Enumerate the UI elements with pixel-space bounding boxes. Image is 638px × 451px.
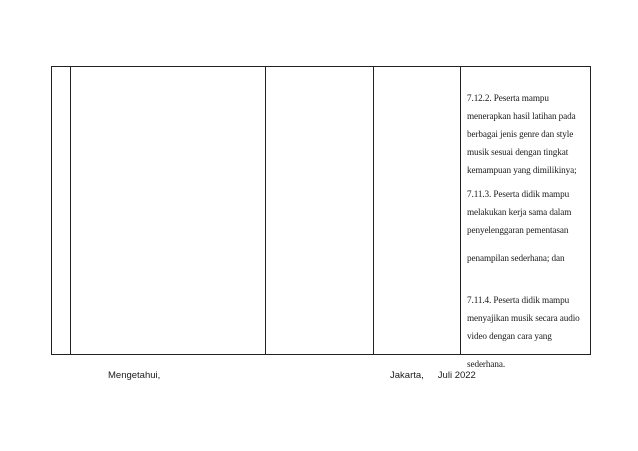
objective-7-12-2-line-4: musik sesuai dengan tingkat [467,147,569,157]
city-label: Jakarta, [390,370,424,381]
objective-7-11-3-line-4: penampilan sederhana; dan [467,253,565,263]
objective-7-12-2-line-3: berbagai jenis genre dan style [467,129,574,139]
objective-7-12-2-line-2: menerapkan hasil latihan pada [467,111,576,121]
objective-7-11-4-line-2: menyajikan musik secara audio [467,313,580,323]
objective-7-11-3-line-2: melakukan kerja sama dalam [467,207,572,217]
date-label: Juli 2022 [437,370,476,381]
objective-7-12-2-line-1: 7.12.2. Peserta mampu [467,93,549,103]
objective-7-11-4-line-4: sederhana. [467,359,506,369]
objective-7-12-2-line-5: kemampuan yang dimilikinya; [467,165,577,175]
objective-7-11-3-line-1: 7.11.3. Peserta didik mampu [467,189,570,199]
place-date [390,370,476,381]
objective-7-11-4-line-3: video dengan cara yang [467,331,552,341]
column-divider [70,67,71,354]
objective-7-11-3-line-3: penyelenggaran pementasan [467,225,569,235]
competency-table [51,66,591,369]
learning-objectives-cell [467,89,589,373]
acknowledged-label: Mengetahui, [108,370,161,381]
column-divider [460,67,461,354]
objective-7-11-4-line-1: 7.11.4. Peserta didik mampu [467,295,570,305]
column-divider [265,67,266,354]
column-divider [373,67,374,354]
